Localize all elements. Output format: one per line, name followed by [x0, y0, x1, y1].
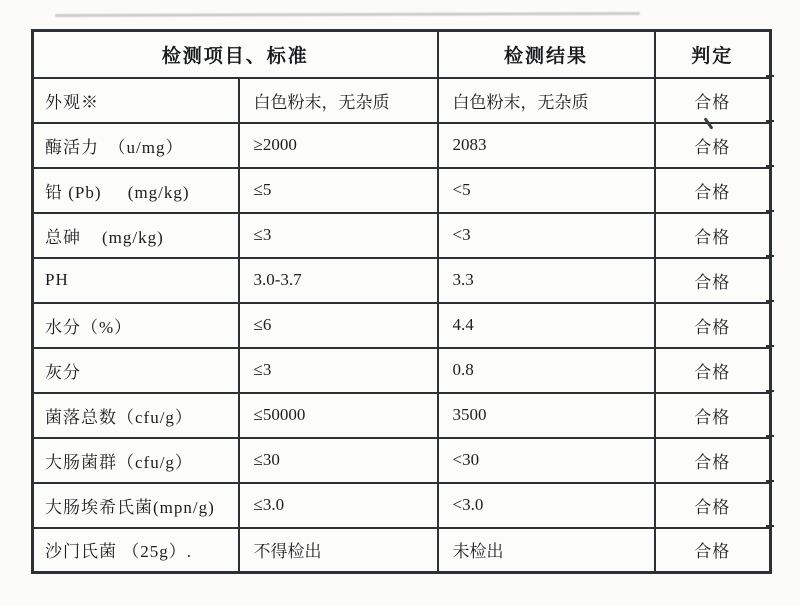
standard-cell: ≤3.0 [239, 483, 438, 528]
table-row [33, 303, 771, 348]
standard-cell: ≤3 [239, 348, 438, 393]
table-row [33, 393, 771, 438]
standard-cell: ≤5 [239, 168, 438, 213]
judgment-cell: 合格 [655, 258, 771, 303]
table-row [33, 348, 771, 393]
scan-artifact-tick [766, 255, 774, 257]
inspection-table [31, 29, 772, 574]
scan-artifact-tick [766, 120, 774, 122]
judgment-cell: 合格 [655, 213, 771, 258]
standard-cell: 3.0-3.7 [239, 258, 438, 303]
judgment-cell: 合格 [655, 303, 771, 348]
result-cell: 2083 [438, 123, 655, 168]
header-row [33, 31, 771, 78]
result-cell: <30 [438, 438, 655, 483]
result-cell: <3.0 [438, 483, 655, 528]
item-cell: 水分（%） [33, 303, 239, 348]
standard-cell: ≤30 [239, 438, 438, 483]
standard-cell: 不得检出 [239, 528, 438, 573]
standard-cell: ≤6 [239, 303, 438, 348]
result-cell: 白色粉末，无杂质 [438, 78, 655, 123]
scan-artifact-tick [766, 435, 774, 437]
table-row [33, 168, 771, 213]
item-cell: 大肠菌群（cfu/g） [33, 438, 239, 483]
scan-artifact-tick [766, 165, 774, 167]
header-result: 检测结果 [438, 31, 655, 78]
result-cell: 未检出 [438, 528, 655, 573]
scan-artifact-tick [766, 75, 774, 77]
result-cell: 4.4 [438, 303, 655, 348]
scan-artifact-tick [766, 390, 774, 392]
standard-cell: ≤50000 [239, 393, 438, 438]
judgment-cell: 合格 [655, 528, 771, 573]
scan-artifact-tick [766, 345, 774, 347]
table-row [33, 78, 771, 123]
table-row [33, 213, 771, 258]
table-row [33, 123, 771, 168]
table-row [33, 528, 771, 573]
judgment-cell: 合格 [655, 78, 771, 123]
header-judgment: 判定 [655, 31, 771, 78]
item-cell: 外观※ [33, 78, 239, 123]
item-cell: 总砷 (mg/kg) [33, 213, 239, 258]
table-row [33, 438, 771, 483]
item-cell: 大肠埃希氏菌(mpn/g) [33, 483, 239, 528]
result-cell: <5 [438, 168, 655, 213]
standard-cell: 白色粉末，无杂质 [239, 78, 438, 123]
result-cell: 3500 [438, 393, 655, 438]
table-row [33, 258, 771, 303]
scan-artifact-tick [766, 300, 774, 302]
table-row [33, 483, 771, 528]
judgment-cell: 合格 [655, 393, 771, 438]
judgment-cell: 合格 [655, 168, 771, 213]
scan-artifact-tick [766, 480, 774, 482]
judgment-cell: 合格 [655, 438, 771, 483]
judgment-cell: 合格 [655, 483, 771, 528]
result-cell: 3.3 [438, 258, 655, 303]
item-cell: 沙门氏菌 （25g）. [33, 528, 239, 573]
standard-cell: ≥2000 [239, 123, 438, 168]
scan-artifact-streak [55, 12, 640, 17]
header-item-standard: 检测项目、标准 [33, 31, 438, 78]
item-cell: 酶活力 （u/mg） [33, 123, 239, 168]
result-cell: <3 [438, 213, 655, 258]
item-cell: 铅 (Pb) (mg/kg) [33, 168, 239, 213]
judgment-cell: 合格 [655, 348, 771, 393]
scan-artifact-tick [766, 525, 774, 527]
standard-cell: ≤3 [239, 213, 438, 258]
item-cell: PH [33, 258, 239, 303]
judgment-cell: 合格 [655, 123, 771, 168]
scan-artifact-tick [766, 210, 774, 212]
result-cell: 0.8 [438, 348, 655, 393]
item-cell: 灰分 [33, 348, 239, 393]
item-cell: 菌落总数（cfu/g） [33, 393, 239, 438]
